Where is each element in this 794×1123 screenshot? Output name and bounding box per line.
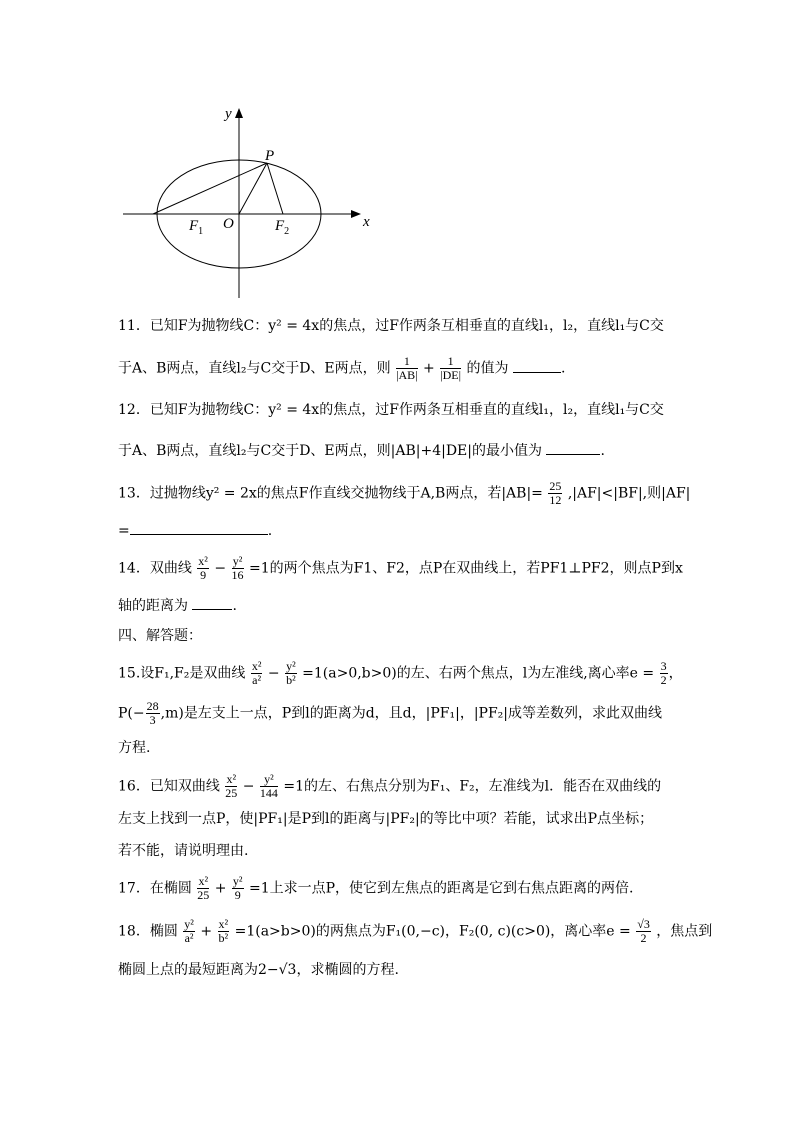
q12-end: . (600, 443, 605, 459)
q13-line2 (118, 520, 272, 541)
q18-line1 (118, 918, 712, 945)
label-x: x (363, 214, 370, 230)
q16-frac2: $\frac{\text{y²}}{144}$ (259, 772, 278, 800)
q14-text-a: 14．双曲线 (118, 560, 192, 577)
section-heading: 四、解答题： (118, 628, 202, 644)
q17-plus: + (214, 880, 227, 897)
ellipse-figure (115, 100, 375, 309)
label-f1: $F_1$ (189, 218, 204, 237)
q14-line2 (118, 595, 237, 616)
q14-line1 (118, 555, 683, 582)
q15-minus: − (267, 665, 280, 682)
label-f2: $F_2$ (275, 218, 290, 237)
q12-text: 于A、B两点，直线l₂与C交于D、E两点，则|AB|+4|DE|的最小值为 (118, 443, 542, 459)
q14-end: . (232, 598, 237, 614)
y-axis-arrow-icon (235, 108, 243, 118)
q13-text-a: 13．过抛物线y² = 2x的焦点F作直线交抛物线于A,B两点，若|AB|= (118, 485, 543, 502)
q18-text-b: =1(a>b>0)的两焦点为F₁(0,−c)，F₂(0, c)(c>0)，离心率e = (234, 923, 631, 940)
q14-text-c: 轴的距离为 (118, 598, 188, 614)
q16-line3: 若不能，请说明理由. (118, 843, 249, 859)
q11-answer-blank[interactable] (513, 358, 561, 373)
q16-line1 (118, 773, 661, 800)
q13-eq: = (118, 523, 130, 539)
q11-frac1: $\frac{1}{|AB|}$ (396, 354, 418, 382)
q15-line1 (118, 660, 683, 687)
q18-frac1: $\frac{\text{y²}}{\text{a²}}$ (184, 917, 194, 945)
q13-end: . (267, 523, 273, 539)
q15-text-c: P(− (118, 705, 145, 722)
label-y: y (225, 106, 232, 122)
q14-frac2: $\frac{\text{y²}}{16}$ (231, 554, 244, 582)
q11-frac2: $\frac{1}{|DE|}$ (440, 354, 462, 382)
q15-p-frac: $\frac{28}{3}$ (146, 699, 159, 727)
q13-line1 (118, 480, 690, 507)
q11-text-a: 于A、B两点，直线l₂与C交于D、E两点，则 (118, 360, 391, 377)
segment-pf1 (153, 163, 267, 214)
q12-answer-blank[interactable] (546, 440, 600, 455)
q14-minus: − (214, 560, 227, 577)
q11-line1: 11．已知F为抛物线C：y² = 4x的焦点，过F作两条互相垂直的直线l₁，l₂，直线l₁与C交 (118, 318, 664, 334)
q13-answer-blank[interactable] (130, 520, 268, 535)
q15-comma: ， (668, 665, 683, 682)
q14-text-b: =1的两个焦点为F1、F2，点P在双曲线上，若PF1⊥PF2，则点P到x (248, 560, 683, 577)
segment-pf2 (267, 163, 283, 214)
q15-text-b: =1(a>0,b>0)的左、右两个焦点，l为左准线,离心率e = (302, 665, 655, 682)
q13-frac: $\frac{25}{12}$ (549, 479, 562, 507)
q18-e-frac: $\frac{√3}{2}$ (637, 917, 650, 945)
x-axis-arrow-icon (351, 210, 361, 218)
q15-frac1: $\frac{\text{x²}}{\text{a²}}$ (251, 659, 262, 687)
q16-text-a: 16．已知双曲线 (118, 778, 220, 795)
q15-e-frac: $\frac{3}{2}$ (660, 659, 667, 687)
label-p: P (265, 148, 275, 164)
q17-line1 (118, 875, 634, 902)
q18-text-c: ，焦点到 (656, 923, 713, 940)
q15-text-a: 15.设F₁,F₂是双曲线 (118, 665, 246, 682)
q16-line2: 左支上找到一点P，使|PF₁|是P到l的距离与|PF₂|的等比中项？若能，试求出P点坐标； (118, 811, 654, 827)
q12-line2 (118, 440, 605, 461)
q14-frac1: $\frac{\text{x²}}{9}$ (198, 554, 208, 582)
q11-end: . (560, 360, 566, 377)
q16-minus: − (242, 778, 255, 795)
q16-frac1: $\frac{\text{x²}}{25}$ (225, 772, 238, 800)
q11-text-b: 的值为 (466, 360, 509, 377)
q17-frac1: $\frac{\text{x²}}{25}$ (197, 874, 210, 902)
q18-plus: + (200, 923, 213, 940)
q11-plus: + (423, 360, 435, 377)
q17-text-a: 17．在椭圆 (118, 880, 192, 897)
label-o: O (223, 216, 234, 232)
q14-answer-blank[interactable] (192, 595, 232, 610)
q18-frac2: $\frac{\text{x²}}{\text{b²}}$ (218, 917, 229, 945)
q15-line2 (118, 700, 662, 727)
q15-text-d: ,m)是左支上一点，P到l的距离为d，且d，|PF₁|，|PF₂|成等差数列，求此双曲线 (160, 705, 662, 722)
q12-line1: 12．已知F为抛物线C：y² = 4x的焦点，过F作两条互相垂直的直线l₁，l₂，直线l₁与C交 (118, 402, 664, 418)
q18-text-a: 18．椭圆 (118, 923, 178, 940)
q17-frac2: $\frac{\text{y²}}{9}$ (232, 874, 243, 902)
q11-line2 (118, 355, 565, 382)
q15-frac2: $\frac{\text{y²}}{\text{b²}}$ (286, 659, 296, 687)
q16-text-b: =1的左、右焦点分别为F₁、F₂，左准线为l．能否在双曲线的 (283, 778, 662, 795)
segment-po (239, 163, 267, 214)
q18-line2: 椭圆上点的最短距离为2−√3，求椭圆的方程. (118, 962, 399, 978)
q15-line3: 方程. (118, 740, 151, 756)
q13-text-b: ,|AF|<|BF|,则|AF| (567, 485, 691, 502)
q17-text-b: =1上求一点P，使它到左焦点的距离是它到右焦点距离的两倍. (248, 880, 634, 897)
